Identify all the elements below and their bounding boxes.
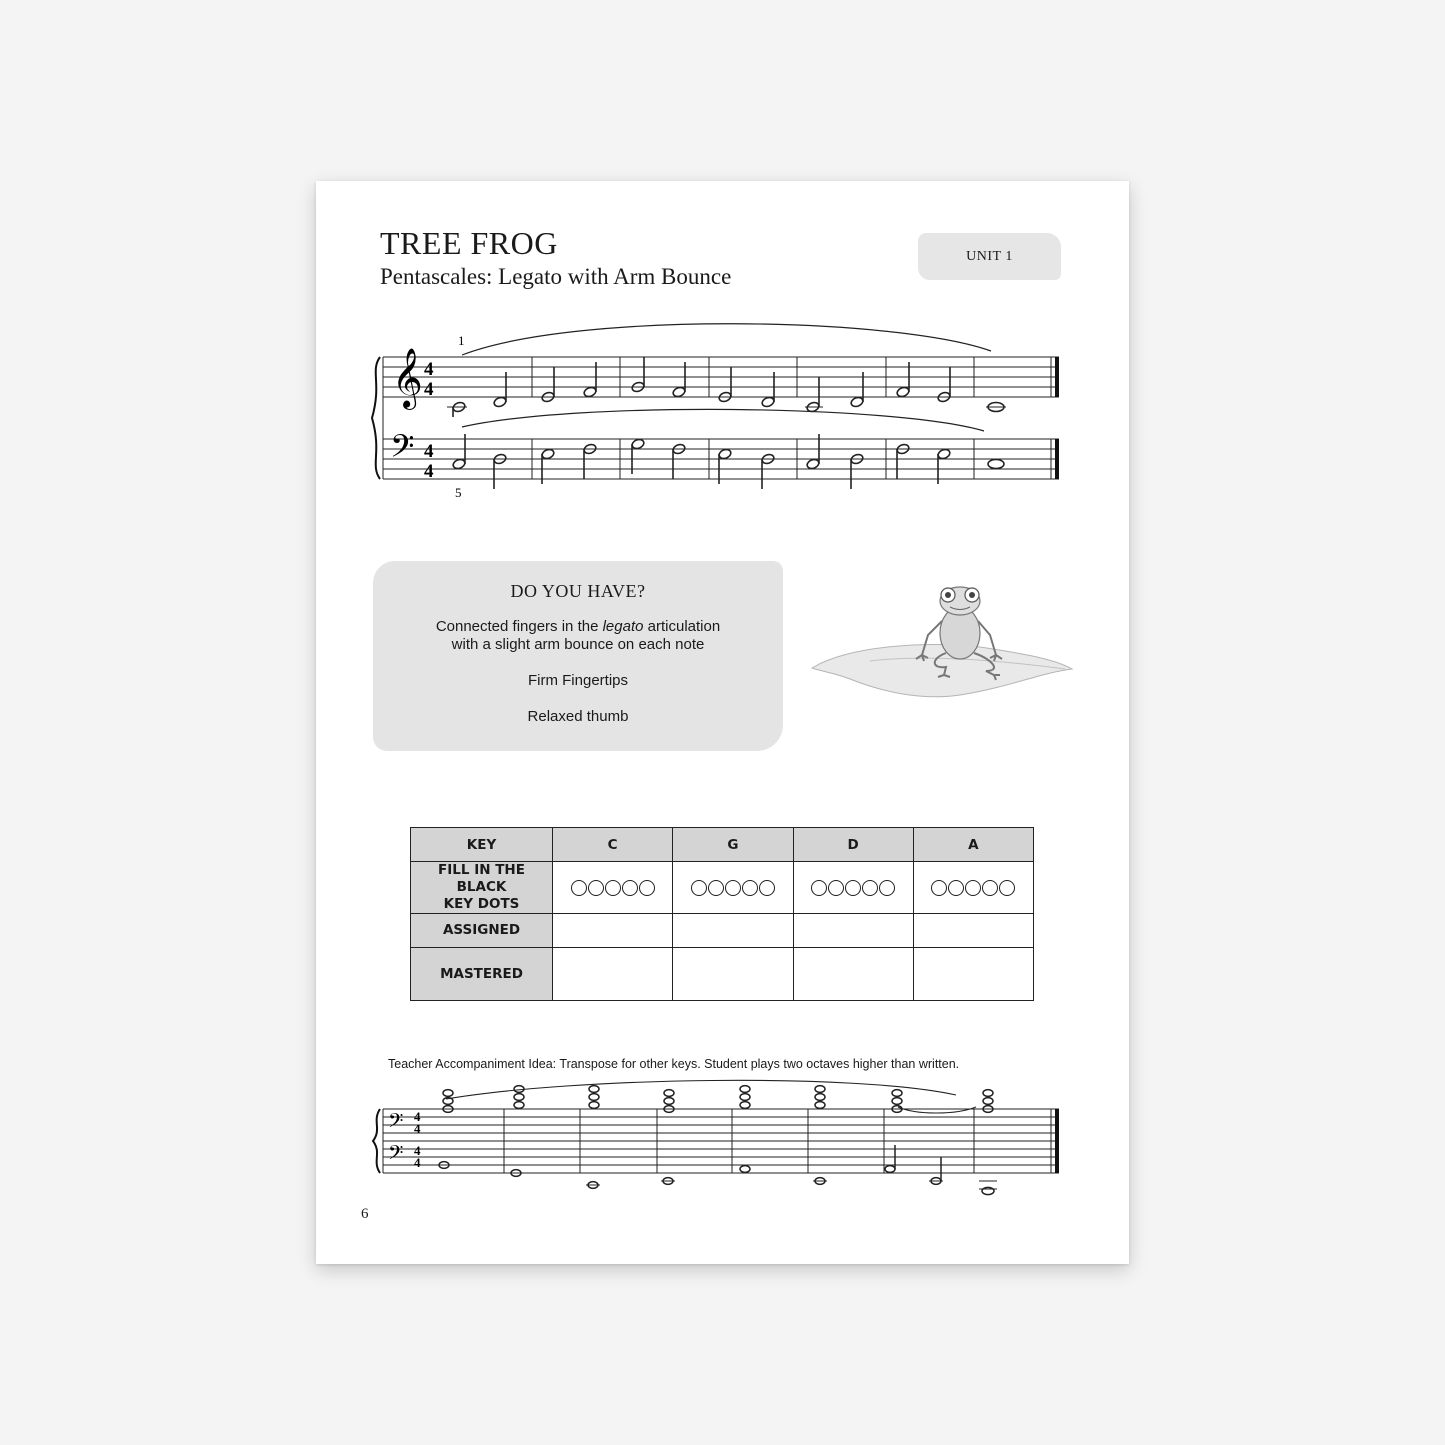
key-g-header: G xyxy=(673,828,793,862)
page-subtitle: Pentascales: Legato with Arm Bounce xyxy=(380,264,732,289)
accomp-bass-notes xyxy=(439,1145,997,1195)
accompaniment-note: Teacher Accompaniment Idea: Transpose for other keys. Student plays two octaves higher than written. xyxy=(388,1057,960,1071)
bass-clef-upper-icon: 𝄢 xyxy=(388,1109,404,1137)
key-a-dots[interactable] xyxy=(913,862,1033,914)
key-column-header: KEY xyxy=(411,828,553,862)
mastered-cell-d[interactable] xyxy=(793,948,913,1001)
unit-badge: UNIT 1 xyxy=(918,233,1061,280)
bass-half-notes xyxy=(452,434,1004,489)
key-c-dots[interactable] xyxy=(553,862,673,914)
accomp-slur xyxy=(446,1080,956,1099)
fill-dots-row-label: FILL IN THE BLACK KEY DOTS xyxy=(411,862,553,914)
bass-slur xyxy=(462,409,984,431)
accomp-time-top-upper: 4 xyxy=(414,1109,421,1124)
checklist-item-legato: Connected fingers in the legato articulation xyxy=(435,618,721,635)
accomp-time-bottom-lower: 4 xyxy=(414,1155,421,1170)
accompaniment-score xyxy=(376,1071,1066,1196)
page-number: 6 xyxy=(361,1206,369,1222)
pentascale-score xyxy=(376,331,1066,511)
time-sig-top-treble: 4 xyxy=(424,359,434,380)
treble-slur xyxy=(462,324,991,355)
key-progress-table xyxy=(410,827,1034,1001)
checklist-card xyxy=(373,561,783,751)
mastered-cell-c[interactable] xyxy=(553,948,673,1001)
key-c-header: C xyxy=(553,828,673,862)
key-d-header: D xyxy=(793,828,913,862)
tree-frog-on-leaf-icon xyxy=(810,583,1075,703)
assigned-cell-c[interactable] xyxy=(553,914,673,948)
time-sig-top-bass: 4 xyxy=(424,441,434,462)
accomp-time-bottom-upper: 4 xyxy=(414,1121,421,1136)
accomp-tie xyxy=(898,1107,976,1113)
checklist-heading: DO YOU HAVE? xyxy=(510,581,646,601)
treble-clef-icon: 𝄞 xyxy=(392,348,423,408)
checklist-item-thumb: Relaxed thumb xyxy=(527,708,629,725)
checklist-item-legato-line2: with a slight arm bounce on each note xyxy=(451,636,705,653)
assigned-cell-g[interactable] xyxy=(673,914,793,948)
key-g-dots[interactable] xyxy=(673,862,793,914)
assigned-cell-d[interactable] xyxy=(793,914,913,948)
time-sig-bottom-treble: 4 xyxy=(424,379,434,400)
treble-fingering: 1 xyxy=(458,333,465,348)
mastered-row-label: MASTERED xyxy=(411,948,553,1001)
key-d-dots[interactable] xyxy=(793,862,913,914)
assigned-cell-a[interactable] xyxy=(913,914,1033,948)
accomp-time-top-lower: 4 xyxy=(414,1143,421,1158)
assigned-row-label: ASSIGNED xyxy=(411,914,553,948)
page-title: TREE FROG xyxy=(380,225,558,261)
time-sig-bottom-bass: 4 xyxy=(424,461,434,482)
workbook-page xyxy=(316,181,1129,1264)
mastered-cell-g[interactable] xyxy=(673,948,793,1001)
bass-clef-lower-icon: 𝄢 xyxy=(388,1141,404,1169)
mastered-cell-a[interactable] xyxy=(913,948,1033,1001)
bass-clef-icon: 𝄢 xyxy=(390,428,415,472)
key-a-header: A xyxy=(913,828,1033,862)
bass-fingering: 5 xyxy=(455,485,462,500)
checklist-item-fingertips: Firm Fingertips xyxy=(527,672,628,689)
